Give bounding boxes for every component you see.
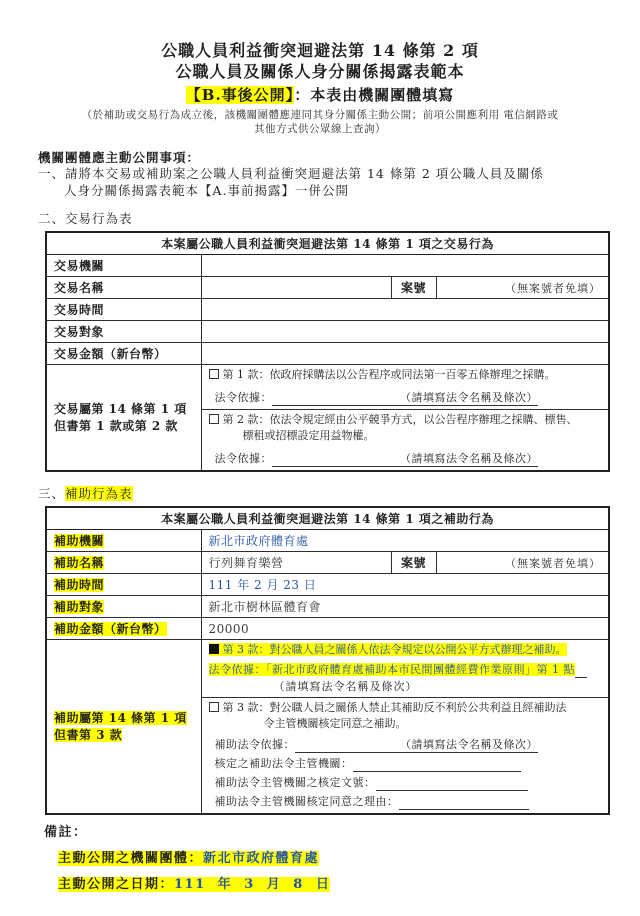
subsidy-section-highlight: 補助行為表 (65, 486, 133, 501)
case-number-hint: （無案號者免填） (436, 277, 609, 299)
subsidy-table-header: 本案屬公職人員利益衝突迴避法第 14 條第 1 項之補助行為 (46, 507, 609, 530)
table-row (46, 365, 609, 410)
table-row (46, 552, 609, 574)
approving-authority-label: 核定之補助法令主管機關： (214, 757, 353, 770)
table-row (46, 574, 609, 596)
section-subsidy-label: 三、補助行為表 (38, 486, 133, 501)
checkbox-unchecked-icon (209, 702, 219, 712)
approval-doc-number-blank (376, 776, 528, 786)
transaction-amount-value (201, 343, 609, 365)
subsidy-name-value: 行列舞育樂營 (201, 552, 391, 574)
subsidy-target-value: 新北市樹林區體育會 (201, 596, 609, 618)
table-row (46, 530, 609, 552)
transaction-name-value (201, 277, 391, 299)
transaction-clause-label: 交易屬第 14 條第 1 項 但書第 1 款或第 2 款 (46, 365, 201, 472)
checkbox-unchecked-icon (209, 414, 219, 424)
fill-by-org-text: ：本表由機關團體填寫 (294, 86, 455, 104)
disclosure-org-value: 新北市政府體育處 (203, 851, 320, 866)
transaction-option2-cell (201, 410, 609, 472)
section-transaction-label: 二、交易行為表 (38, 211, 133, 226)
table-row (46, 343, 609, 365)
subsidy-law-basis-label: 補助法令依據： (214, 738, 295, 751)
transaction-time-label: 交易時間 (46, 299, 201, 321)
subsidy-time-label: 補助時間 (46, 574, 201, 596)
table-row (46, 255, 609, 277)
transaction-amount-label: 交易金額（新台幣） (46, 343, 201, 365)
law-basis-hint: （請填寫法令名稱及條次） (273, 680, 418, 693)
form-title-line2: 公職人員及關係人身分關係揭露表範本 (175, 62, 465, 81)
law-basis-hint: （請填寫法令名稱及條次） (400, 452, 538, 465)
disclosure-date-line (58, 875, 640, 894)
disclosure-date-value: 111 年 3 月 8 日 (174, 877, 331, 892)
form-title-line3 (0, 85, 640, 105)
law-basis-label: 法令依據： (214, 391, 272, 404)
subsidy-amount-value: 20000 (201, 618, 609, 640)
law-basis-blank (295, 738, 400, 748)
disclosure-org-label: 主動公開之機關團體： (58, 851, 204, 866)
option2-text-line2: 標租或招標設定用益物權。 (242, 429, 375, 442)
law-basis-hint: （請填寫法令名稱及條次） (400, 391, 538, 404)
subsidy-time-value: 111 年 2 月 23 日 (201, 574, 609, 596)
instructions-heading: 機關團體應主動公開事項： (38, 150, 201, 165)
table-row (46, 618, 609, 640)
title-note-line2: 其他方式供公眾線上查詢） (254, 123, 386, 135)
table-row (46, 596, 609, 618)
checked-option-text: 第 3 款：對公職人員之關係人依法令規定以公開公平方式辦理之補助。 (222, 643, 567, 656)
table-row (46, 277, 609, 299)
case-number-label: 案號 (391, 552, 436, 574)
subsidy-name-label: 補助名稱 (46, 552, 201, 574)
transaction-table (45, 231, 610, 472)
form-title-line1: 公職人員利益衝突迴避法第 14 條第 2 項 (161, 41, 479, 60)
law-basis-blank (272, 452, 400, 462)
law-basis-label: 法令依據： (214, 452, 272, 465)
approving-authority-blank (353, 757, 521, 767)
law-basis-blank (575, 663, 587, 673)
subsidy-clause-label: 補助屬第 14 條第 1 項 但書第 3 款 (46, 640, 201, 815)
option2-text-line1: 第 2 款：依法令規定經由公平競爭方式，以公告程序辦理之採購、標售、 (222, 413, 578, 426)
subsidy-checked-option-cell (201, 640, 609, 698)
transaction-org-value (201, 255, 609, 277)
remark-label: 備註： (44, 825, 88, 840)
subsidy-amount-label: 補助金額（新台幣） (46, 618, 201, 640)
instruction-item-1 (38, 166, 612, 199)
footer-block (44, 823, 640, 894)
transaction-table-header: 本案屬公職人員利益衝突迴避法第 14 條第 1 項之交易行為 (46, 232, 609, 255)
subsidy-org-label: 補助機關 (46, 530, 201, 552)
disclosure-date-label: 主動公開之日期： (58, 877, 175, 892)
approval-reason-label: 補助法令主管機關核定同意之理由： (214, 795, 399, 808)
title-note (0, 108, 640, 136)
transaction-time-value (201, 299, 609, 321)
table-row (46, 640, 609, 698)
instructions-block (38, 149, 612, 199)
checkbox-checked-icon (209, 644, 219, 654)
table-row (46, 321, 609, 343)
table-row (46, 299, 609, 321)
table-row (46, 232, 609, 255)
subsidy-unchecked-option-cell (201, 698, 609, 815)
table-row (46, 507, 609, 530)
option1-text: 第 1 款：依政府採購法以公告程序或同法第一百零五條辦理之採購。 (222, 368, 556, 381)
subsidy-org-value: 新北市政府體育處 (201, 530, 609, 552)
transaction-org-label: 交易機關 (46, 255, 201, 277)
checkbox-unchecked-icon (209, 369, 219, 379)
transaction-option1-cell (201, 365, 609, 410)
law-basis-blank (272, 391, 400, 401)
unchecked-option-text-line2: 令主管機關核定同意之補助。 (263, 717, 407, 730)
subsidy-target-label: 補助對象 (46, 596, 201, 618)
case-number-hint: （無案號者免填） (436, 552, 609, 574)
transaction-name-label: 交易名稱 (46, 277, 201, 299)
subsidy-law-basis-value: 法令依據：「新北市政府體育處補助本市民間團體經費作業原則」第 1 點 (208, 663, 575, 676)
law-basis-hint: （請填寫法令名稱及條次） (400, 738, 538, 751)
form-title-block (0, 0, 640, 136)
after-disclosure-highlight: 【B.事後公開】 (185, 86, 295, 104)
approval-reason-blank (399, 795, 529, 805)
instruction-item-1-line2: 人身分關係揭露表範本【A.事前揭露】一併公開 (64, 182, 350, 198)
title-note-line1: （於補助或交易行為成立後，該機關團體應連同其身分關係主動公開；前項公開應利用 電信網路或 (81, 109, 559, 121)
subsidy-table (45, 506, 610, 815)
transaction-target-value (201, 321, 609, 343)
unchecked-option-text-line1: 第 3 款：對公職人員之關係人禁止其補助反不利於公共利益且經補助法 (222, 701, 567, 714)
approval-doc-number-label: 補助法令主管機關之核定文號： (214, 776, 376, 789)
instruction-item-1-line1: 一、請將本交易或補助案之公職人員利益衝突迴避法第 14 條第 2 項公職人員及關係 (38, 166, 544, 181)
disclosure-org-line (58, 849, 640, 868)
transaction-target-label: 交易對象 (46, 321, 201, 343)
case-number-label: 案號 (391, 277, 436, 299)
